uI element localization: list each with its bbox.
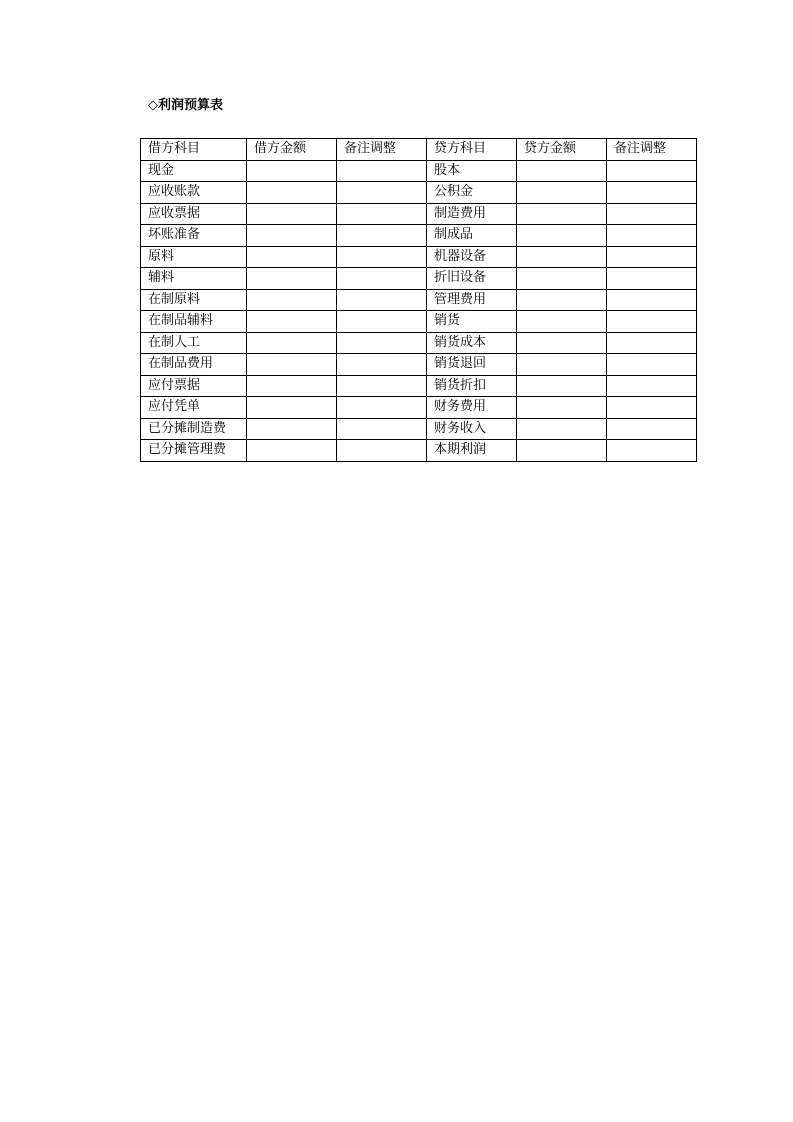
debit-account-cell: 辅料 (141, 268, 247, 290)
credit-amount-cell (517, 225, 607, 247)
credit-account-cell: 机器设备 (427, 246, 517, 268)
table-row (141, 418, 697, 440)
table-row (141, 268, 697, 290)
credit-amount-cell (517, 354, 607, 376)
credit-amount-cell (517, 246, 607, 268)
table-row (141, 375, 697, 397)
table-row (141, 397, 697, 419)
debit-account-cell: 在制人工 (141, 332, 247, 354)
credit-account-cell: 销货退回 (427, 354, 517, 376)
header-credit-amount: 贷方金额 (517, 139, 607, 161)
debit-note-cell (337, 440, 427, 462)
credit-account-cell: 销货成本 (427, 332, 517, 354)
credit-account-cell: 财务收入 (427, 418, 517, 440)
debit-note-cell (337, 418, 427, 440)
debit-account-cell: 应收账款 (141, 182, 247, 204)
debit-note-cell (337, 182, 427, 204)
table-row (141, 182, 697, 204)
debit-amount-cell (247, 246, 337, 268)
header-credit-note: 备注调整 (607, 139, 697, 161)
debit-account-cell: 应收票据 (141, 203, 247, 225)
header-debit-account: 借方科目 (141, 139, 247, 161)
debit-note-cell (337, 246, 427, 268)
debit-amount-cell (247, 160, 337, 182)
header-debit-note: 备注调整 (337, 139, 427, 161)
debit-amount-cell (247, 268, 337, 290)
debit-amount-cell (247, 375, 337, 397)
table-row (141, 160, 697, 182)
credit-account-cell: 销货 (427, 311, 517, 333)
debit-note-cell (337, 332, 427, 354)
table-row (141, 203, 697, 225)
credit-amount-cell (517, 289, 607, 311)
credit-account-cell: 本期利润 (427, 440, 517, 462)
credit-account-cell: 管理费用 (427, 289, 517, 311)
debit-account-cell: 应付凭单 (141, 397, 247, 419)
profit-budget-table (140, 138, 697, 462)
credit-note-cell (607, 332, 697, 354)
credit-account-cell: 制成品 (427, 225, 517, 247)
credit-amount-cell (517, 160, 607, 182)
credit-amount-cell (517, 440, 607, 462)
table-row (141, 225, 697, 247)
debit-account-cell: 在制品辅料 (141, 311, 247, 333)
header-debit-amount: 借方金额 (247, 139, 337, 161)
credit-account-cell: 财务费用 (427, 397, 517, 419)
table-row (141, 246, 697, 268)
debit-amount-cell (247, 332, 337, 354)
debit-note-cell (337, 397, 427, 419)
credit-note-cell (607, 354, 697, 376)
credit-note-cell (607, 418, 697, 440)
debit-note-cell (337, 203, 427, 225)
debit-account-cell: 已分摊管理费 (141, 440, 247, 462)
table-row (141, 311, 697, 333)
debit-amount-cell (247, 354, 337, 376)
debit-note-cell (337, 354, 427, 376)
credit-account-cell: 制造费用 (427, 203, 517, 225)
credit-account-cell: 公积金 (427, 182, 517, 204)
header-credit-account: 贷方科目 (427, 139, 517, 161)
credit-amount-cell (517, 332, 607, 354)
debit-note-cell (337, 160, 427, 182)
debit-note-cell (337, 225, 427, 247)
credit-note-cell (607, 268, 697, 290)
credit-note-cell (607, 397, 697, 419)
credit-note-cell (607, 440, 697, 462)
debit-account-cell: 坏账准备 (141, 225, 247, 247)
table-row (141, 440, 697, 462)
debit-amount-cell (247, 311, 337, 333)
credit-note-cell (607, 375, 697, 397)
debit-amount-cell (247, 418, 337, 440)
table-body (141, 139, 697, 462)
debit-account-cell: 在制品费用 (141, 354, 247, 376)
debit-account-cell: 在制原料 (141, 289, 247, 311)
table-row (141, 332, 697, 354)
debit-amount-cell (247, 182, 337, 204)
credit-amount-cell (517, 397, 607, 419)
credit-note-cell (607, 225, 697, 247)
debit-note-cell (337, 375, 427, 397)
debit-note-cell (337, 268, 427, 290)
credit-amount-cell (517, 203, 607, 225)
credit-account-cell: 股本 (427, 160, 517, 182)
credit-note-cell (607, 160, 697, 182)
debit-amount-cell (247, 440, 337, 462)
table-row (141, 354, 697, 376)
debit-amount-cell (247, 225, 337, 247)
credit-note-cell (607, 246, 697, 268)
credit-amount-cell (517, 182, 607, 204)
credit-note-cell (607, 182, 697, 204)
table-header-row (141, 139, 697, 161)
debit-amount-cell (247, 203, 337, 225)
credit-note-cell (607, 289, 697, 311)
table-row (141, 289, 697, 311)
debit-account-cell: 原料 (141, 246, 247, 268)
debit-account-cell: 应付票据 (141, 375, 247, 397)
credit-amount-cell (517, 268, 607, 290)
document-title: ◇利润预算表 (148, 98, 223, 113)
credit-amount-cell (517, 311, 607, 333)
credit-account-cell: 折旧设备 (427, 268, 517, 290)
debit-account-cell: 现金 (141, 160, 247, 182)
debit-note-cell (337, 311, 427, 333)
credit-amount-cell (517, 375, 607, 397)
credit-account-cell: 销货折扣 (427, 375, 517, 397)
debit-amount-cell (247, 397, 337, 419)
credit-amount-cell (517, 418, 607, 440)
debit-amount-cell (247, 289, 337, 311)
credit-note-cell (607, 311, 697, 333)
debit-account-cell: 已分摊制造费 (141, 418, 247, 440)
credit-note-cell (607, 203, 697, 225)
debit-note-cell (337, 289, 427, 311)
